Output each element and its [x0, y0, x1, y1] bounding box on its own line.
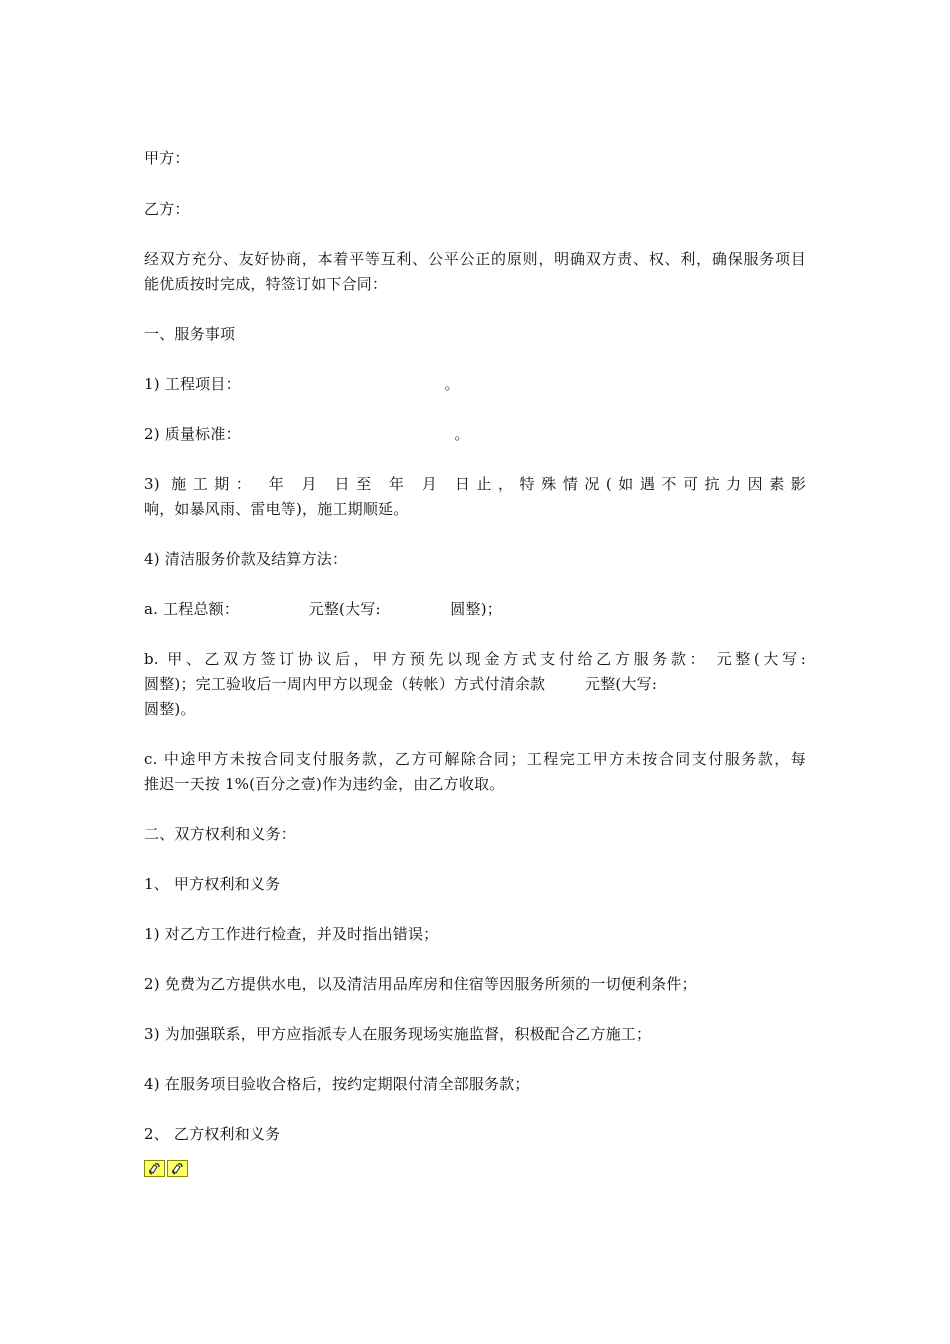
item-project: 1) 工程项目： 。: [144, 375, 460, 393]
preamble-line-1: 经双方充分、友好协商，本着平等互利、公平公正的原则，明确双方责、权、利，确保服务项目: [144, 250, 806, 268]
item-c-line-2: 推迟一天按 1%(百分之壹)作为违约金，由乙方收取。: [144, 775, 505, 793]
item-b-line-1: b. 甲、乙双方签订协议后，甲方预先以现金方式支付给乙方服务款： 元整(大写:: [144, 650, 806, 668]
item-quality: 2) 质量标准： 。: [144, 425, 470, 443]
party-a-duties-title: 1、 甲方权利和义务: [144, 875, 281, 893]
item-a-total: a. 工程总额： 元整(大写: 圆整)；: [144, 600, 502, 618]
party-a-duty-3: 3) 为加强联系，甲方应指派专人在服务现场实施监督，积极配合乙方施工；: [144, 1025, 652, 1043]
item-c-line-1: c. 中途甲方未按合同支付服务款，乙方可解除合同；工程完工甲方未按合同支付服务款，每: [144, 750, 806, 768]
item-payment-method: 4) 清洁服务价款及结算方法：: [144, 550, 348, 568]
link-icon[interactable]: [167, 1160, 188, 1177]
item-schedule-line-1: 3) 施工期： 年 月 日至 年 月 日止，特殊情况(如遇不可抗力因素影: [144, 475, 806, 493]
party-b-label: 乙方：: [144, 200, 190, 218]
party-a-duty-4: 4) 在服务项目验收合格后，按约定期限付清全部服务款；: [144, 1075, 530, 1093]
preamble-line-2: 能优质按时完成，特签订如下合同：: [144, 275, 388, 293]
item-schedule-line-2: 响，如暴风雨、雷电等)，施工期顺延。: [144, 500, 409, 518]
section-1-title: 一、服务事项: [144, 325, 236, 343]
item-b-line-3: 圆整)。: [144, 700, 196, 718]
section-2-title: 二、双方权利和义务：: [144, 825, 297, 843]
party-a-duty-1: 1) 对乙方工作进行检查，并及时指出错误；: [144, 925, 439, 943]
item-b-line-2: 圆整)；完工验收后一周内甲方以现金（转帐）方式付清余款 元整(大写:: [144, 675, 658, 693]
embedded-link-icons: [144, 1160, 188, 1177]
party-a-label: 甲方：: [144, 149, 190, 167]
party-a-duty-2: 2) 免费为乙方提供水电，以及清洁用品库房和住宿等因服务所须的一切便利条件；: [144, 975, 697, 993]
link-icon[interactable]: [144, 1160, 165, 1177]
party-b-duties-title: 2、 乙方权利和义务: [144, 1125, 281, 1143]
